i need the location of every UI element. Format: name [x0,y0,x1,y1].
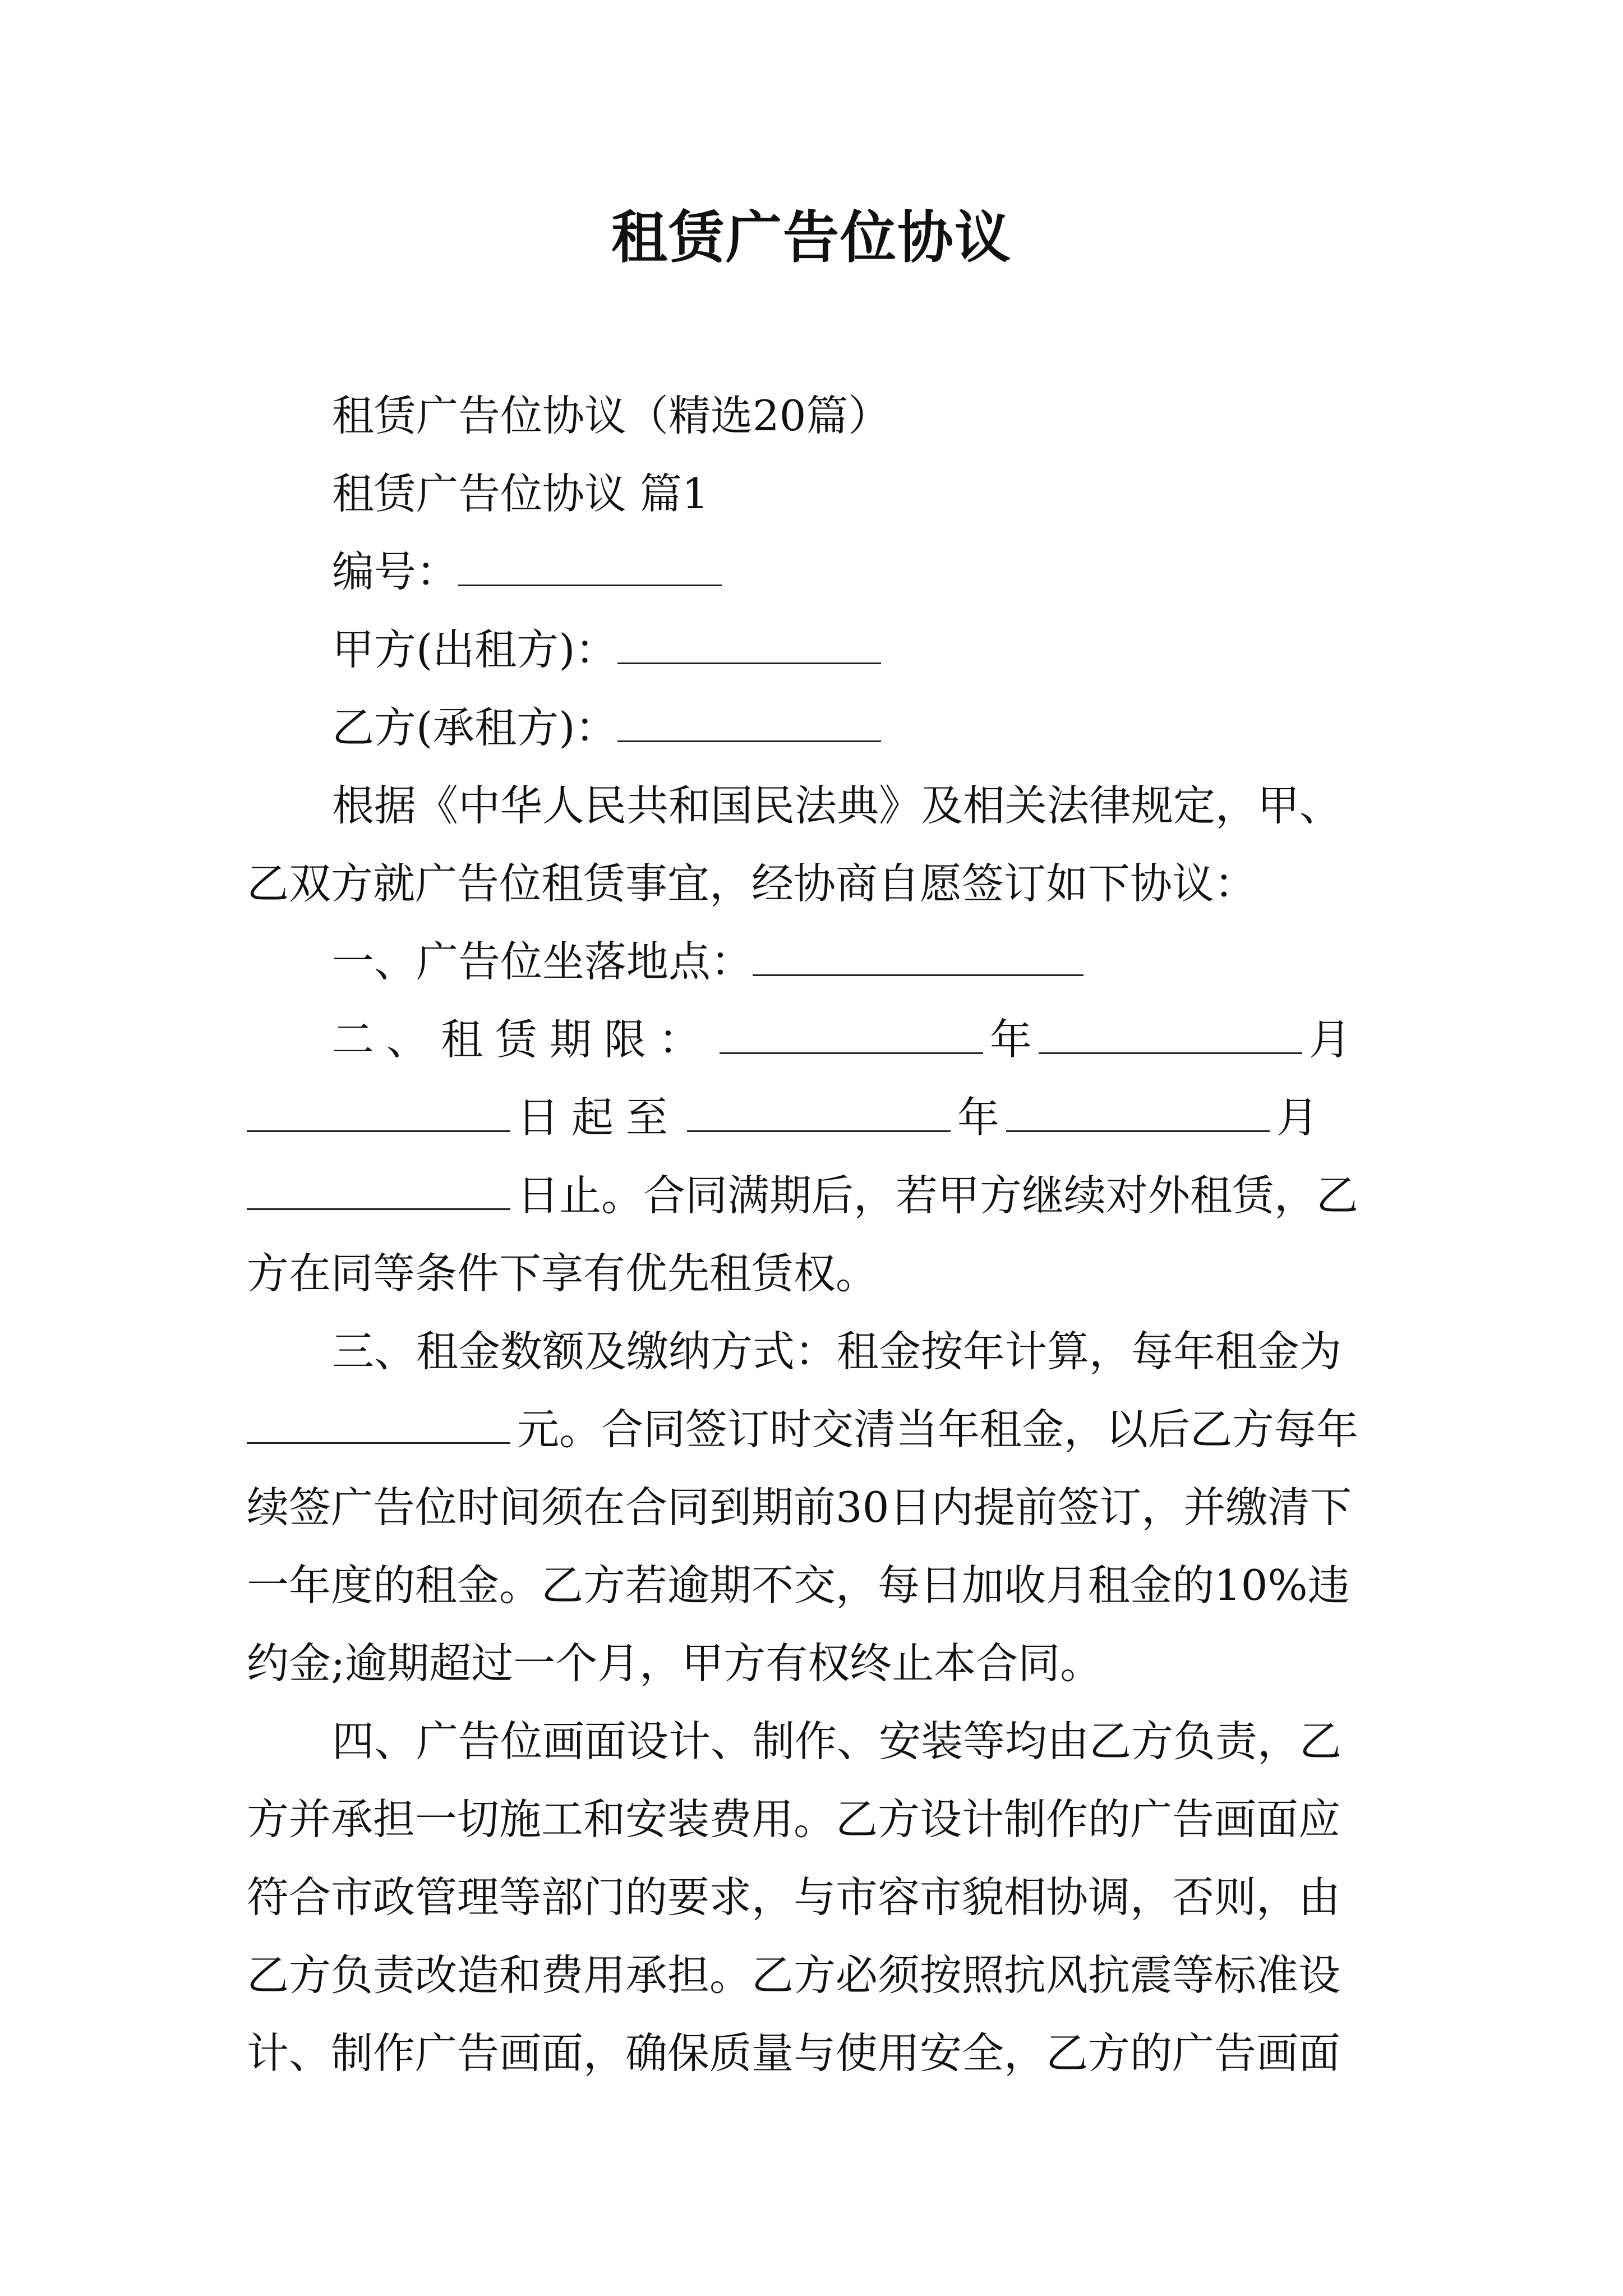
party-a-field [247,611,1380,689]
day-from-text: 日起至 [517,1093,681,1142]
document-title: 租赁广告位协议 [611,204,1012,270]
clause-2 [247,1001,1380,1313]
clause-2-label: 二、租赁期限： [332,1015,713,1064]
start-year-unit: 年 [990,1015,1032,1064]
end-month-blank [1006,1087,1270,1132]
party-a-blank [617,619,881,664]
rent-amount-blank [247,1398,510,1444]
location-blank [753,931,1083,976]
section-title: 租赁广告位协议 篇1 [332,469,709,518]
clause-1-label: 一、广告位坐落地点： [332,937,753,986]
end-day-blank [247,1165,510,1210]
start-month-unit: 月 [1309,1015,1352,1064]
start-year-blank [720,1009,983,1054]
clause-4: 四、广告位画面设计、制作、安装等均由乙方负责，乙方并承担一切施工和安装费用。乙方设计制作的广告画面应符合市政管理等部门的要求，与市容市貌相协调，否则，由乙方负责改造和费用承担。乙方必须按照抗风抗震等标准设计、制作广告画面，确保质量与使用安全，乙方的广告画面 [247,1717,1342,2078]
clause-1 [247,923,1380,1001]
intro-paragraph: 根据《中华人民共和国民法典》及相关法律规定，甲、乙双方就广告位租赁事宜，经协商自愿签订如下协议： [247,781,1342,908]
clause-3-start: 三、租金数额及缴纳方式：租金按年计算，每年租金为 [332,1327,1342,1376]
end-year-blank [687,1087,951,1132]
number-blank [458,541,722,586]
end-year-unit: 年 [957,1093,1000,1142]
clause-3 [247,1313,1380,1703]
party-a-label: 甲方(出租方)： [332,625,617,674]
start-day-blank [247,1087,510,1132]
number-field [247,533,1380,611]
clause-2-rest: 日止。合同满期后，若甲方继续对外租赁，乙方在同等条件下享有优先租赁权。 [247,1171,1359,1298]
party-b-label: 乙方(承租方)： [332,703,617,752]
clause-3-rest: 元。合同签订时交清当年租金，以后乙方每年续签广告位时间须在合同到期前30日内提前签订，并缴清下一年度的租金。乙方若逾期不交，每日加收月租金的10%违约金;逾期超过一个月，甲方有权终止本合同。 [247,1405,1359,1688]
subtitle-line: 租赁广告位协议（精选20篇） [332,391,891,440]
party-b-blank [617,697,881,742]
start-month-blank [1039,1009,1302,1054]
end-month-unit: 月 [1276,1093,1319,1142]
party-b-field [247,689,1380,767]
number-label: 编号： [332,547,459,596]
document-body [247,377,1380,2092]
